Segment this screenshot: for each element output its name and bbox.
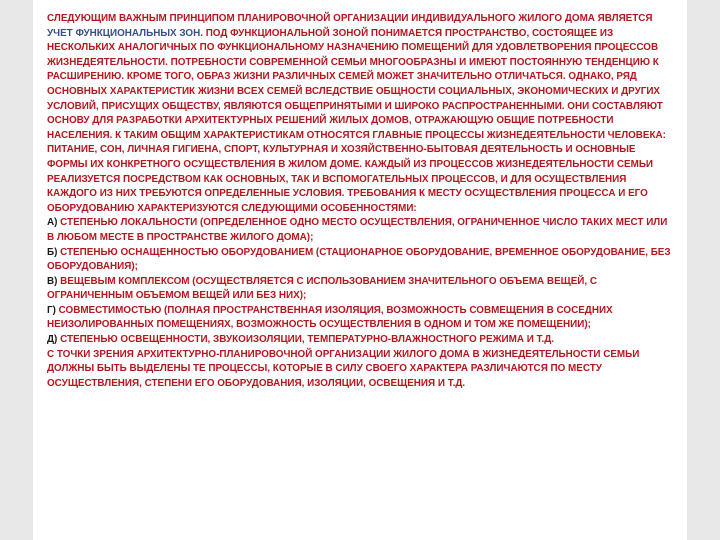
list-item-b [47, 246, 671, 275]
intro-text-start: СЛЕДУЮЩИМ ВАЖНЫМ ПРИНЦИПОМ ПЛАНИРОВОЧНОЙ ОРГАНИЗАЦИИ ИНДИВИДУАЛЬНОГО ЖИЛОГО ДОМА ЯВЛЯЕТСЯ [47, 13, 653, 24]
intro-highlight: УЧЕТ ФУНКЦИОНАЛЬНЫХ ЗОН [47, 27, 201, 39]
list-marker: В) [47, 275, 58, 287]
list-text: СТЕПЕНЬЮ ОСНАЩЕННОСТЬЮ ОБОРУДОВАНИЕМ (СТАЦИОНАРНОЕ ОБОРУДОВАНИЕ, ВРЕМЕННОЕ ОБОРУДОВАНИЕ, БЕЗ ОБОРУДОВАНИЯ); [47, 246, 671, 273]
intro-paragraph [47, 12, 671, 216]
list-item-v [47, 275, 671, 304]
list-marker: Д) [47, 334, 58, 346]
list-item-d [47, 333, 671, 348]
list-marker: Б) [47, 246, 58, 258]
slide [33, 0, 687, 540]
intro-text-end: . ПОД ФУНКЦИОНАЛЬНОЙ ЗОНОЙ ПОНИМАЕТСЯ ПРОСТРАНСТВО, СОСТОЯЩЕЕ ИЗ НЕСКОЛЬКИХ АНАЛОГИЧНЫХ ПО ФУНКЦИОНАЛЬНОМУ НАЗНАЧЕНИЮ ПОМЕЩЕНИЙ ДЛЯ УДОВЛЕТВОРЕНИЯ ПРОЦЕССОВ ЖИЗНЕДЕЯТЕЛЬНОСТИ. ПОТРЕБНОСТИ СОВРЕМЕННОЙ СЕМЬИ МНОГООБРАЗНЫ И ИМЕЮТ ПОСТОЯННУЮ ТЕНДЕНЦИЮ К РАСШИРЕНИЮ. КРОМЕ ТОГО, ОБРАЗ ЖИЗНИ РАЗЛИЧНЫХ СЕМЕЙ МОЖЕТ ЗНАЧИТЕЛЬНО ОТЛИЧАТЬСЯ. ОДНАКО, РЯД ОСНОВНЫХ ХАРАКТЕРИСТИК ЖИЗНИ ВСЕХ СЕМЕЙ ВСЛЕДСТВИЕ ОБЩНОСТИ СОЦИАЛЬНЫХ, ЭКОНОМИЧЕСКИХ И ДРУГИХ УСЛОВИЙ, ПРИСУЩИХ ОБЩЕСТВУ, ЯВЛЯЮТСЯ ОБЩЕПРИНЯТЫМИ И ШИРОКО РАСПРОСТРАНЕННЫМИ. ОНИ СОСТАВЛЯЮТ ОСНОВУ ДЛЯ РАЗРАБОТКИ АРХИТЕКТУРНЫХ РЕШЕНИЙ ЖИЛЫХ ДОМОВ, ОТРАЖАЮЩУЮ ОБЩИЕ ПОТРЕБНОСТИ НАСЕЛЕНИЯ. К ТАКИМ ОБЩИМ ХАРАКТЕРИСТИКАМ ОТНОСЯТСЯ ГЛАВНЫЕ ПРОЦЕССЫ ЖИЗНЕДЕЯТЕЛЬНОСТИ ЧЕЛОВЕКА: ПИТАНИЕ, СОН, ЛИЧНАЯ ГИГИЕНА, СПОРТ, КУЛЬТУРНАЯ И ХОЗЯЙСТВЕННО-БЫТОВАЯ ДЕЯТЕЛЬНОСТЬ И ОСНОВНЫЕ ФОРМЫ ИХ КОНКРЕТНОГО ОСУЩЕСТВЛЕНИЯ В ЖИЛОМ ДОМЕ. КАЖДЫЙ ИЗ ПРОЦЕССОВ ЖИЗНЕДЕЯТЕЛЬНОСТИ СЕМЬИ РЕАЛИЗУЕТСЯ ПОСРЕДСТВОМ КАК ОСНОВНЫХ, ТАК И ВСПОМОГАТЕЛЬНЫХ ПРОЦЕССОВ, И ДЛЯ ОСУЩЕСТВЛЕНИЯ КАЖДОГО ИЗ НИХ ТРЕБУЮТСЯ ОПРЕДЕЛЕННЫЕ УСЛОВИЯ. ТРЕБОВАНИЯ К МЕСТУ ОСУЩЕСТВЛЕНИЯ ПРОЦЕССА И ЕГО ОБОРУДОВАНИЮ ХАРАКТЕРИЗУЮТСЯ СЛЕДУЮЩИМИ ОСОБЕННОСТЯМИ: [47, 27, 666, 214]
list-text: ВЕЩЕВЫМ КОМПЛЕКСОМ (ОСУЩЕСТВЛЯЕТСЯ С ИСПОЛЬЗОВАНИЕМ ЗНАЧИТЕЛЬНОГО ОБЪЕМА ВЕЩЕЙ, С ОГРАНИЧЕННЫМ ОБЪЕМОМ ВЕЩЕЙ ИЛИ БЕЗ НИХ); [47, 275, 598, 302]
list-marker: Г) [47, 304, 56, 316]
list-text: СОВМЕСТИМОСТЬЮ (ПОЛНАЯ ПРОСТРАНСТВЕННАЯ ИЗОЛЯЦИЯ, ВОЗМОЖНОСТЬ СОВМЕЩЕНИЯ В СОСЕДНИХ НЕИЗОЛИРОВАННЫХ ПОМЕЩЕНИЯХ, ВОЗМОЖНОСТЬ ОСУЩЕСТВЛЕНИЯ В ОДНОМ И ТОМ ЖЕ ПОМЕЩЕНИИ); [47, 304, 613, 331]
list-item-a [47, 216, 671, 245]
list-marker: А) [47, 217, 58, 229]
list-text: СТЕПЕНЬЮ ОСВЕЩЕННОСТИ, ЗВУКОИЗОЛЯЦИИ, ТЕМПЕРАТУРНО-ВЛАЖНОСТНОГО РЕЖИМА И Т.Д. [57, 334, 554, 346]
conclusion-paragraph: С ТОЧКИ ЗРЕНИЯ АРХИТЕКТУРНО-ПЛАНИРОВОЧНОЙ ОРГАНИЗАЦИИ ЖИЛОГО ДОМА В ЖИЗНЕДЕЯТЕЛЬНОСТИ СЕМЬИ ДОЛЖНЫ БЫТЬ ВЫДЕЛЕНЫ ТЕ ПРОЦЕССЫ, КОТОРЫЕ В СИЛУ СВОЕГО ХАРАКТЕРА РАЗЛИЧАЮТСЯ ПО МЕСТУ ОСУЩЕСТВЛЕНИЯ, СТЕПЕНИ ЕГО ОБОРУДОВАНИЯ, ИЗОЛЯЦИИ, ОСВЕЩЕНИЯ И Т.Д. [47, 348, 640, 389]
list-text: СТЕПЕНЬЮ ЛОКАЛЬНОСТИ (ОПРЕДЕЛЕННОЕ ОДНО МЕСТО ОСУЩЕСТВЛЕНИЯ, ОГРАНИЧЕННОЕ ЧИСЛО ТАКИХ МЕСТ ИЛИ В ЛЮБОМ МЕСТЕ В ПРОСТРАНСТВЕ ЖИЛОГО ДОМА); [47, 217, 668, 243]
list-item-g [47, 304, 671, 333]
slide-text [47, 12, 671, 391]
